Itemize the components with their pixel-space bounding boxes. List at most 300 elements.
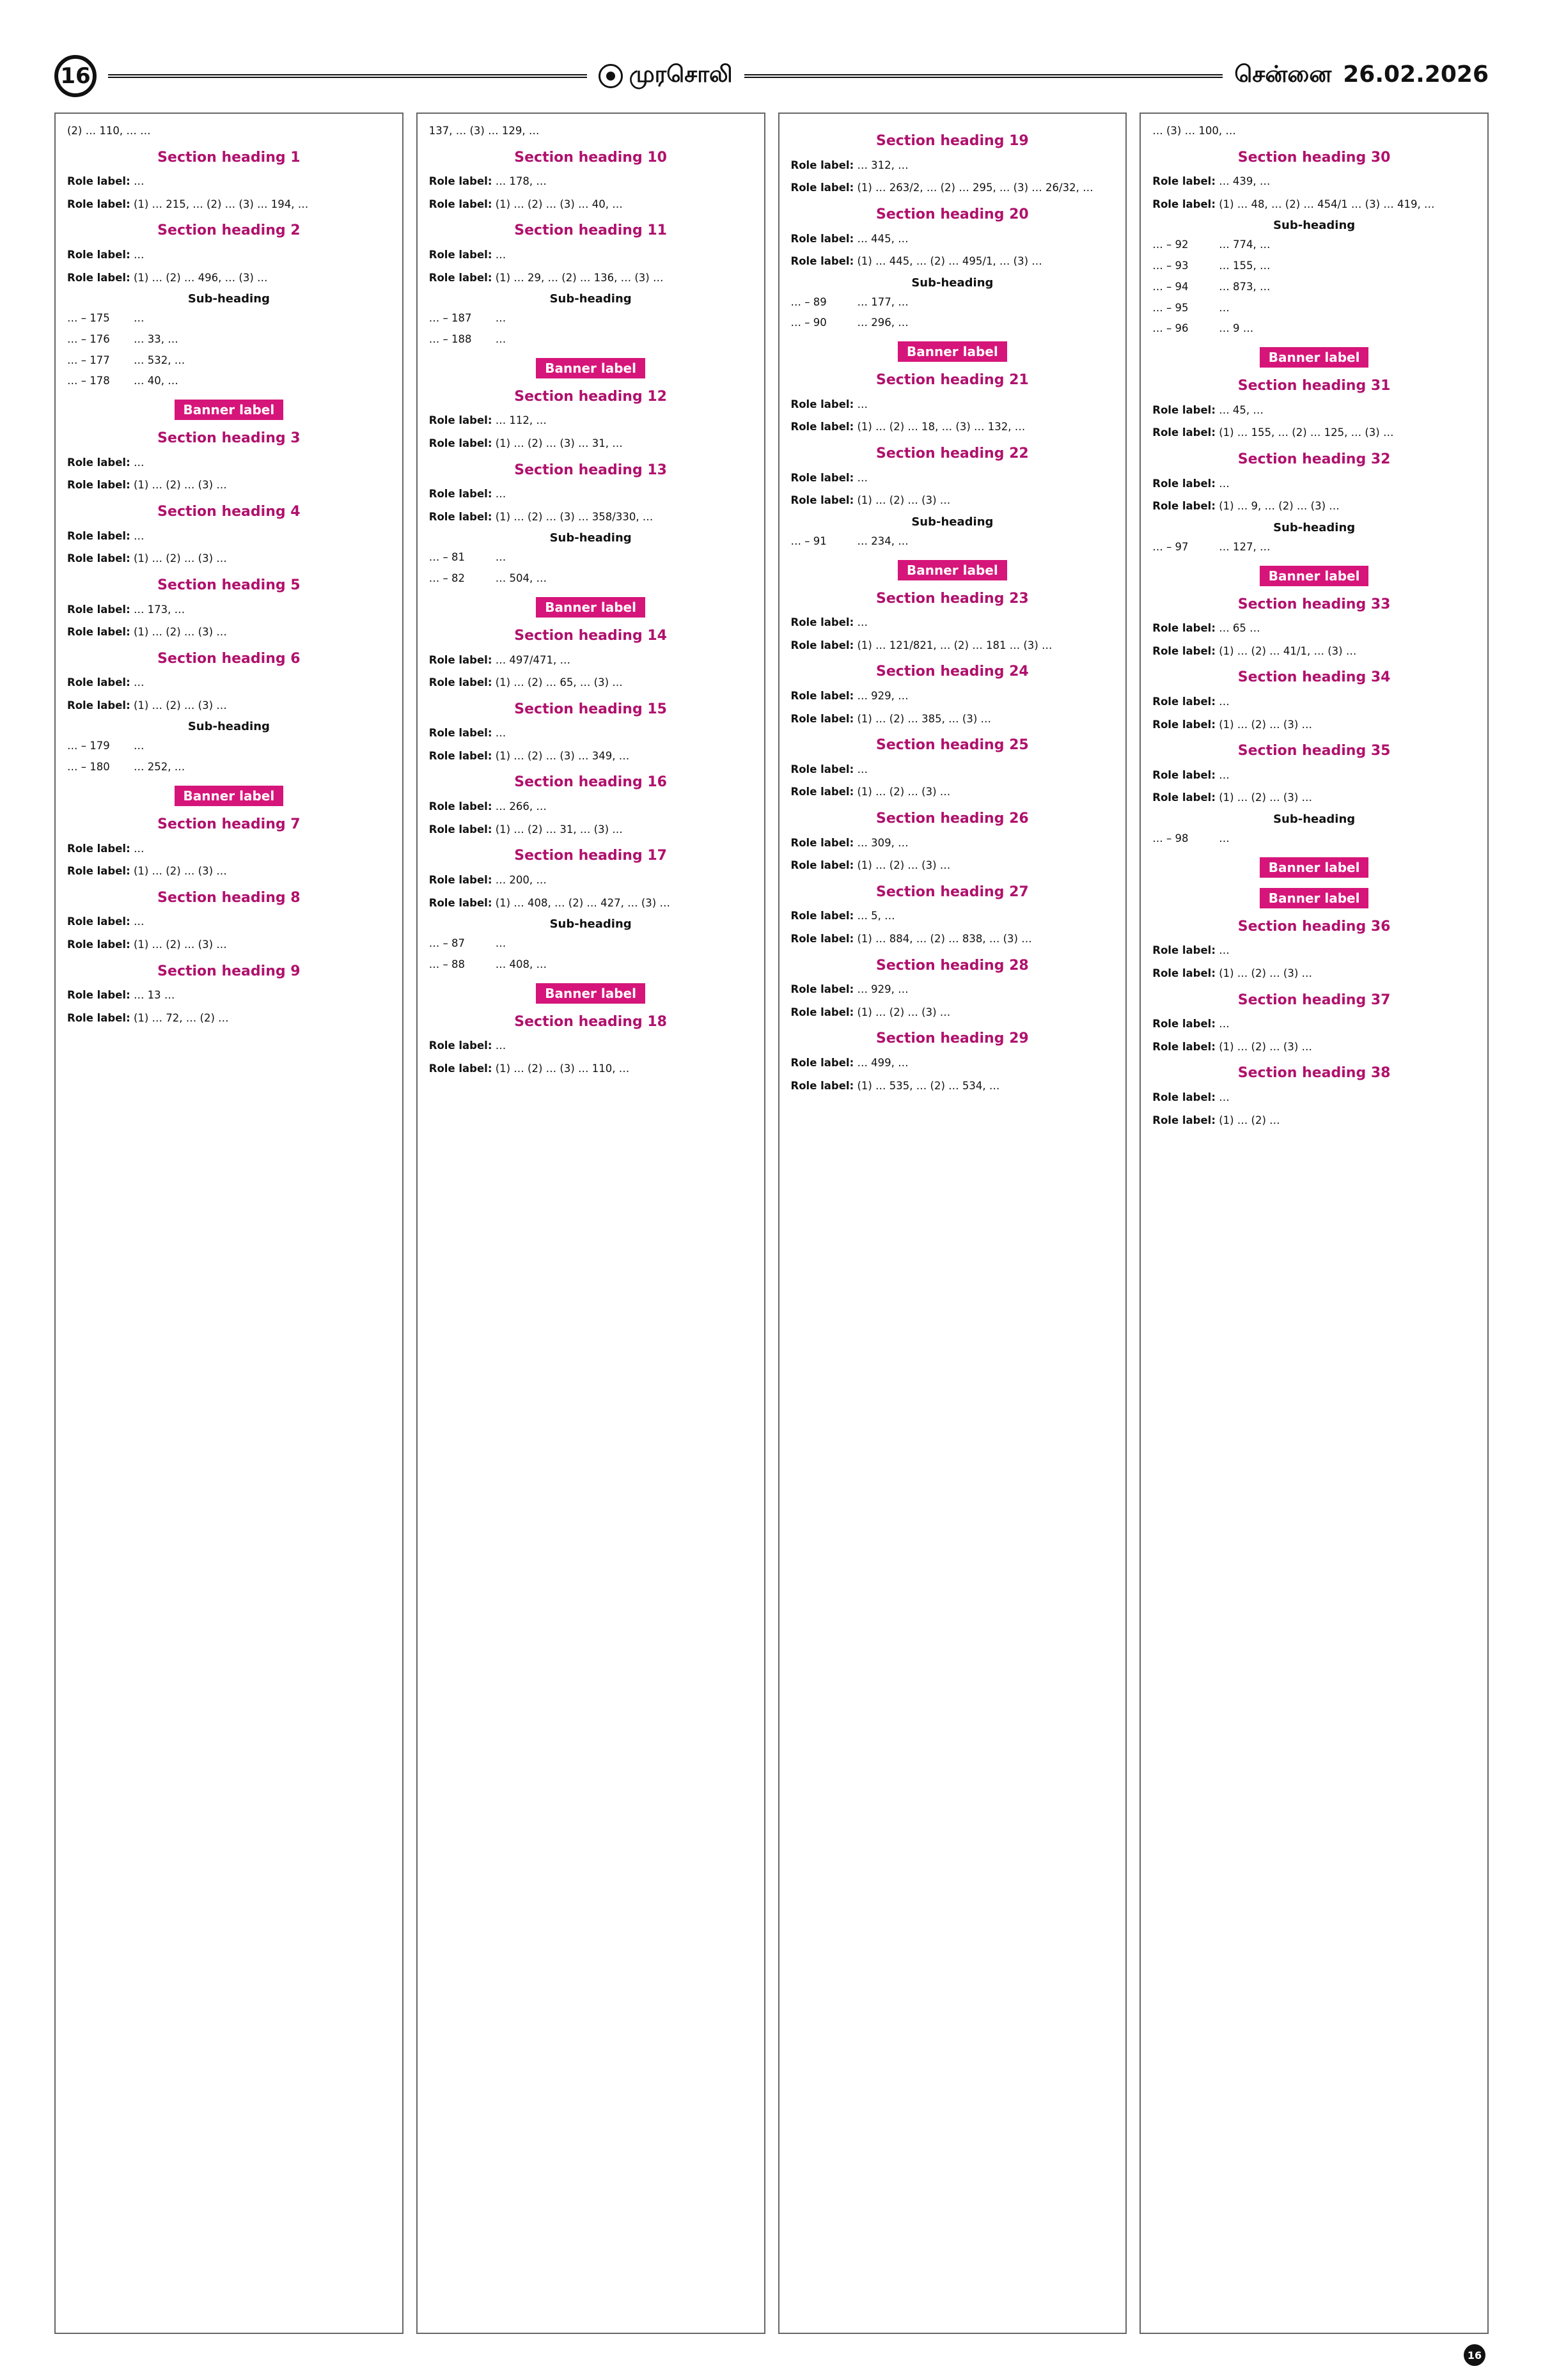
section-banner: Banner label [536, 983, 645, 1004]
ward-number: … – 176 [67, 332, 110, 345]
entry-text: (1) … 215, … (2) … (3) … 194, … [133, 198, 309, 210]
entry-role-label: Role label: [790, 182, 854, 194]
entry-role-label: Role label: [428, 271, 492, 284]
entry-role-label: Role label: [1152, 1114, 1216, 1126]
list-item [1152, 498, 1476, 515]
entry-text: (1) … 445, … (2) … 495/1, … (3) … [857, 255, 1042, 268]
list-item [791, 1078, 1115, 1094]
list-item [791, 396, 1115, 413]
entry-role-label: Role label: [790, 471, 854, 484]
list-item [1152, 767, 1476, 784]
entry-role-label: Role label: [428, 823, 492, 836]
list-item [1152, 620, 1476, 637]
emblem-icon [599, 64, 623, 88]
list-item [1152, 1039, 1476, 1055]
footer-page-number-text: 16 [1467, 2349, 1482, 2361]
entry-text: (1) … (2) … 31, … (3) … [495, 823, 623, 836]
ward-number: … – 187 [428, 312, 472, 325]
list-item [67, 937, 391, 953]
entry-role-label: Role label: [67, 552, 130, 565]
list-item [429, 509, 753, 525]
entry-role-label: Role label: [67, 915, 130, 928]
entry-role-label: Role label: [67, 198, 130, 210]
entry-role-label: Role label: [428, 896, 492, 909]
ward-number: … – 188 [428, 332, 472, 345]
entry-text: … 178, … [495, 175, 547, 188]
column-4 [1140, 113, 1489, 2334]
list-item [67, 196, 391, 213]
entry-text: (1) … (2) … (3) … 40, … [495, 198, 623, 210]
section-heading: Section heading 29 [876, 1031, 1029, 1047]
list-item [791, 835, 1115, 852]
entry-text: (1) … (2) … (3) … [857, 1006, 951, 1018]
entry-role-label: Role label: [67, 271, 130, 284]
entry-text: (1) … (2) … (3) … 358/330, … [495, 510, 654, 523]
entry-role-label: Role label: [1152, 696, 1216, 708]
entry-role-label: Role label: [1152, 175, 1216, 188]
ward-text: … [1219, 832, 1230, 844]
entry-role-label: Role label: [428, 175, 492, 188]
entry-role-label: Role label: [428, 727, 492, 740]
ward-row [67, 373, 391, 389]
section-heading: Section heading 17 [514, 848, 667, 864]
list-item [429, 725, 753, 742]
ward-number: … – 91 [790, 534, 827, 547]
entry-text: … [857, 398, 868, 410]
ward-number: … – 96 [1152, 322, 1189, 335]
entry-text: (1) … (2) … (3) … [133, 552, 227, 565]
section-heading: Section heading 18 [514, 1013, 667, 1030]
section-heading: Section heading 35 [1237, 743, 1391, 759]
list-item [791, 784, 1115, 800]
ward-row [791, 315, 1115, 331]
entry-text: … [133, 175, 145, 188]
entry-text: (1) … (2) … 41/1, … (3) … [1219, 644, 1357, 657]
section-heading: Section heading 16 [514, 774, 667, 791]
entry-role-label: Role label: [67, 842, 130, 855]
entry-text: … [495, 249, 506, 261]
list-item [67, 863, 391, 880]
section-heading: Section heading 26 [876, 810, 1029, 827]
entry-text: 137, … (3) … 129, … [428, 125, 540, 137]
list-item [1152, 424, 1476, 441]
entry-text: (1) … (2) … (3) … [133, 699, 227, 712]
list-item [1152, 965, 1476, 982]
entry-text: … 112, … [495, 414, 547, 427]
section-heading: Section heading 31 [1237, 378, 1391, 394]
entry-role-label: Role label: [1152, 500, 1216, 513]
sub-heading: Sub-heading [1273, 812, 1356, 826]
entry-role-label: Role label: [790, 690, 854, 702]
section-heading: Section heading 28 [876, 957, 1029, 974]
entry-role-label: Role label: [790, 494, 854, 507]
entry-role-label: Role label: [67, 1011, 130, 1024]
list-item [791, 157, 1115, 174]
entry-role-label: Role label: [428, 800, 492, 813]
list-item [791, 253, 1115, 270]
list-item [791, 1004, 1115, 1021]
list-item [67, 1010, 391, 1027]
sub-heading: Sub-heading [187, 292, 270, 306]
list-item [67, 674, 391, 691]
list-item [791, 614, 1115, 631]
sub-heading: Sub-heading [911, 276, 994, 290]
list-item [67, 270, 391, 286]
list-item [1152, 1016, 1476, 1032]
list-item [1152, 402, 1476, 419]
sub-heading: Sub-heading [1273, 219, 1356, 233]
ward-number: … – 93 [1152, 260, 1189, 272]
list-item [791, 908, 1115, 924]
entry-text: … 266, … [495, 800, 547, 813]
entry-role-label: Role label: [67, 456, 130, 469]
ward-row [67, 332, 391, 348]
section-heading: Section heading 3 [157, 430, 301, 447]
section-banner: Banner label [1260, 566, 1369, 586]
ward-number: … – 177 [67, 354, 110, 366]
entry-role-label: Role label: [67, 603, 130, 616]
list-item [429, 486, 753, 502]
ward-text: … 155, … [1219, 260, 1271, 272]
list-item [1152, 123, 1476, 139]
entry-text: … [133, 676, 145, 689]
list-item [429, 798, 753, 815]
entry-role-label: Role label: [67, 989, 130, 1002]
ward-number: … – 82 [428, 572, 465, 585]
ward-row [791, 534, 1115, 550]
ward-number: … – 97 [1152, 540, 1189, 553]
list-item [1152, 717, 1476, 733]
entry-role-label: Role label: [428, 249, 492, 261]
entry-text: … 929, … [857, 983, 909, 996]
section-heading: Section heading 7 [157, 816, 301, 832]
ward-text: … 408, … [495, 958, 547, 970]
entry-text: (1) … (2) … (3) … [857, 786, 951, 798]
section-heading: Section heading 19 [876, 133, 1029, 149]
ward-text: … [495, 937, 506, 950]
list-item [67, 841, 391, 857]
entry-role-label: Role label: [790, 421, 854, 433]
section-heading: Section heading 20 [876, 206, 1029, 222]
entry-role-label: Role label: [790, 639, 854, 651]
list-item [429, 821, 753, 838]
list-item [791, 492, 1115, 509]
entry-role-label: Role label: [67, 529, 130, 542]
column-3 [778, 113, 1127, 2334]
ward-number: … – 89 [790, 295, 827, 308]
list-item [791, 711, 1115, 727]
entry-role-label: Role label: [428, 488, 492, 501]
ward-row [429, 332, 753, 348]
section-banner: Banner label [898, 341, 1007, 362]
entry-text: … [133, 249, 145, 261]
entry-role-label: Role label: [1152, 644, 1216, 657]
ward-row [67, 759, 391, 775]
entry-text: (1) … (2) … 18, … (3) … 132, … [857, 421, 1026, 433]
entry-role-label: Role label: [428, 749, 492, 762]
entry-role-label: Role label: [1152, 791, 1216, 804]
ward-number: … – 81 [428, 551, 465, 564]
masthead [54, 55, 1489, 97]
entry-text: (1) … 155, … (2) … 125, … (3) … [1219, 426, 1394, 439]
masthead-rule-right [744, 74, 1223, 78]
entry-text: (1) … (2) … (3) … [133, 479, 227, 492]
entry-role-label: Role label: [67, 175, 130, 188]
entry-text: … 65 … [1219, 622, 1260, 635]
ward-text: … 40, … [134, 375, 178, 387]
entry-text: … [1219, 1018, 1230, 1031]
ward-row [429, 550, 753, 566]
list-item [67, 697, 391, 714]
section-heading: Section heading 32 [1237, 451, 1391, 467]
list-item [1152, 643, 1476, 660]
ward-text: … 252, … [134, 761, 185, 774]
list-item [791, 419, 1115, 435]
list-item [429, 270, 753, 286]
entry-text: (2) … 110, … … [67, 125, 151, 137]
section-heading: Section heading 23 [876, 590, 1029, 607]
section-heading: Section heading 38 [1237, 1065, 1391, 1082]
section-heading: Section heading 5 [157, 577, 301, 593]
entry-text: (1) … (2) … (3) … [857, 859, 951, 872]
section-banner: Banner label [1260, 888, 1369, 908]
entry-text: … 929, … [857, 690, 909, 702]
ward-row [429, 571, 753, 587]
entry-text: (1) … (2) … (3) … [857, 494, 951, 507]
ward-row [67, 738, 391, 754]
entry-role-label: Role label: [1152, 403, 1216, 416]
ward-number: … – 180 [67, 761, 110, 774]
paper-name [599, 61, 733, 91]
ward-row [1152, 831, 1476, 847]
ward-row [1152, 279, 1476, 295]
entry-role-label: Role label: [428, 653, 492, 666]
entry-text: (1) … (2) … (3) … [133, 938, 227, 951]
list-item [429, 1061, 753, 1077]
list-item [1152, 173, 1476, 190]
entry-role-label: Role label: [790, 398, 854, 410]
list-item [429, 412, 753, 429]
entry-role-label: Role label: [67, 938, 130, 951]
entry-role-label: Role label: [790, 1079, 854, 1092]
ward-row [1152, 300, 1476, 316]
section-heading: Section heading 4 [157, 504, 301, 520]
entry-role-label: Role label: [428, 1039, 492, 1052]
entry-text: (1) … (2) … 65, … (3) … [495, 676, 623, 689]
entry-text: (1) … (2) … 496, … (3) … [133, 271, 268, 284]
list-item [67, 528, 391, 545]
ward-row [429, 936, 753, 952]
entry-text: (1) … (2) … (3) … 349, … [495, 749, 630, 762]
entry-text: … [133, 456, 145, 469]
ward-number: … – 87 [428, 937, 465, 950]
list-item [67, 987, 391, 1004]
sub-heading: Sub-heading [1273, 520, 1356, 534]
list-item [429, 748, 753, 765]
entry-role-label: Role label: [790, 836, 854, 849]
entry-role-label: Role label: [790, 712, 854, 725]
entry-text: … [1219, 944, 1230, 957]
section-banner: Banner label [1260, 347, 1369, 368]
entry-role-label: Role label: [790, 232, 854, 245]
entry-role-label: Role label: [790, 616, 854, 629]
list-item [67, 123, 391, 139]
sub-heading: Sub-heading [549, 292, 632, 306]
list-item [791, 761, 1115, 778]
ward-row [1152, 540, 1476, 556]
city-date [1234, 61, 1489, 91]
section-heading: Section heading 34 [1237, 669, 1391, 686]
section-heading: Section heading 24 [876, 664, 1029, 680]
list-item [791, 180, 1115, 196]
section-heading: Section heading 11 [514, 222, 667, 239]
section-heading: Section heading 1 [157, 149, 301, 166]
entry-role-label: Role label: [67, 865, 130, 878]
ward-text: … [1219, 301, 1230, 314]
ward-text: … [134, 312, 145, 325]
entry-text: … [857, 616, 868, 629]
section-heading: Section heading 22 [876, 445, 1029, 462]
section-heading: Section heading 21 [876, 372, 1029, 389]
list-item [429, 247, 753, 263]
list-item [1152, 476, 1476, 492]
list-item [429, 1038, 753, 1054]
section-banner: Banner label [1260, 857, 1369, 878]
list-item [1152, 1112, 1476, 1129]
list-item [67, 247, 391, 263]
ward-row [1152, 321, 1476, 337]
ward-row [1152, 237, 1476, 253]
entry-text: (1) … (2) … (3) … [133, 865, 227, 878]
entry-role-label: Role label: [428, 414, 492, 427]
city: சென்னை [1234, 61, 1332, 88]
ward-row [1152, 258, 1476, 274]
list-item [429, 173, 753, 190]
entry-role-label: Role label: [428, 437, 492, 449]
list-item [429, 674, 753, 691]
entry-text: … 439, … [1219, 175, 1271, 188]
entry-text: … [495, 488, 506, 501]
entry-role-label: Role label: [790, 763, 854, 775]
section-heading: Section heading 15 [514, 701, 667, 717]
entry-text: … 497/471, … [495, 653, 570, 666]
entry-text: (1) … (2) … (3) … [1219, 718, 1313, 731]
entry-role-label: Role label: [428, 1062, 492, 1075]
ward-number: … – 95 [1152, 301, 1189, 314]
sub-heading: Sub-heading [549, 917, 632, 931]
ward-text: … 177, … [857, 295, 909, 308]
entry-role-label: Role label: [428, 676, 492, 689]
entry-text: (1) … 9, … (2) … (3) … [1219, 500, 1340, 513]
list-item [67, 477, 391, 494]
list-item [67, 550, 391, 567]
date: 26.02.2026 [1343, 61, 1489, 88]
list-item [67, 602, 391, 618]
entry-role-label: Role label: [428, 198, 492, 210]
paper-name-text: முரசொலி [629, 61, 733, 88]
ward-text: … 532, … [134, 354, 185, 366]
ward-number: … – 178 [67, 375, 110, 387]
column-2 [416, 113, 765, 2334]
section-heading: Section heading 37 [1237, 992, 1391, 1008]
entry-text: … [1219, 1091, 1230, 1103]
ward-row [429, 957, 753, 973]
entry-text: … 445, … [857, 232, 909, 245]
sub-heading: Sub-heading [187, 720, 270, 734]
list-item [1152, 942, 1476, 959]
entry-role-label: Role label: [67, 626, 130, 639]
entry-text: (1) … (2) … (3) … 31, … [495, 437, 623, 449]
ward-text: … 234, … [857, 534, 909, 547]
ward-row [791, 295, 1115, 311]
entry-role-label: Role label: [790, 1006, 854, 1018]
entry-text: … [495, 1039, 506, 1052]
entry-role-label: Role label: [790, 1057, 854, 1069]
entry-role-label: Role label: [1152, 477, 1216, 490]
list-item [429, 435, 753, 452]
entry-role-label: Role label: [790, 910, 854, 922]
entry-text: (1) … 535, … (2) … 534, … [857, 1079, 1000, 1092]
entry-role-label: Role label: [1152, 1018, 1216, 1031]
entry-role-label: Role label: [428, 873, 492, 886]
column-1 [54, 113, 403, 2334]
section-heading: Section heading 9 [157, 963, 301, 979]
entry-role-label: Role label: [1152, 944, 1216, 957]
list-item [67, 455, 391, 471]
list-item [1152, 196, 1476, 213]
ward-number: … – 175 [67, 312, 110, 325]
entry-role-label: Role label: [790, 786, 854, 798]
entry-text: … [1219, 696, 1230, 708]
list-item [791, 1055, 1115, 1071]
entry-text: (1) … 408, … (2) … 427, … (3) … [495, 896, 670, 909]
section-heading: Section heading 33 [1237, 596, 1391, 612]
list-item [791, 857, 1115, 874]
section-heading: Section heading 27 [876, 883, 1029, 900]
entry-text: (1) … 48, … (2) … 454/1 … (3) … 419, … [1219, 198, 1435, 210]
entry-text: … [133, 915, 145, 928]
entry-text: … [857, 471, 868, 484]
entry-text: … [133, 529, 145, 542]
ward-row [429, 311, 753, 327]
article-columns [54, 113, 1489, 2334]
entry-text: … 5, … [857, 910, 895, 922]
masthead-rule-left [108, 74, 587, 78]
entry-text: (1) … (2) … [1219, 1114, 1280, 1126]
entry-text: … 173, … [133, 603, 185, 616]
section-heading: Section heading 8 [157, 889, 301, 906]
entry-role-label: Role label: [790, 255, 854, 268]
ward-text: … 9 … [1219, 322, 1254, 335]
section-heading: Section heading 2 [157, 222, 301, 239]
page-number: 16 [60, 63, 91, 89]
entry-role-label: Role label: [1152, 426, 1216, 439]
list-item [1152, 789, 1476, 806]
list-item [67, 914, 391, 930]
entry-text: … [1219, 768, 1230, 781]
sub-heading: Sub-heading [911, 515, 994, 529]
list-item [429, 872, 753, 889]
footer-page-number [1464, 2344, 1485, 2366]
ward-text: … 504, … [495, 572, 547, 585]
entry-text: … 200, … [495, 873, 547, 886]
entry-role-label: Role label: [67, 479, 130, 492]
section-banner: Banner label [175, 400, 284, 420]
entry-text: … 499, … [857, 1057, 909, 1069]
list-item [1152, 1089, 1476, 1106]
entry-text: (1) … 263/2, … (2) … 295, … (3) … 26/32, … [857, 182, 1093, 194]
section-heading: Section heading 10 [514, 149, 667, 166]
